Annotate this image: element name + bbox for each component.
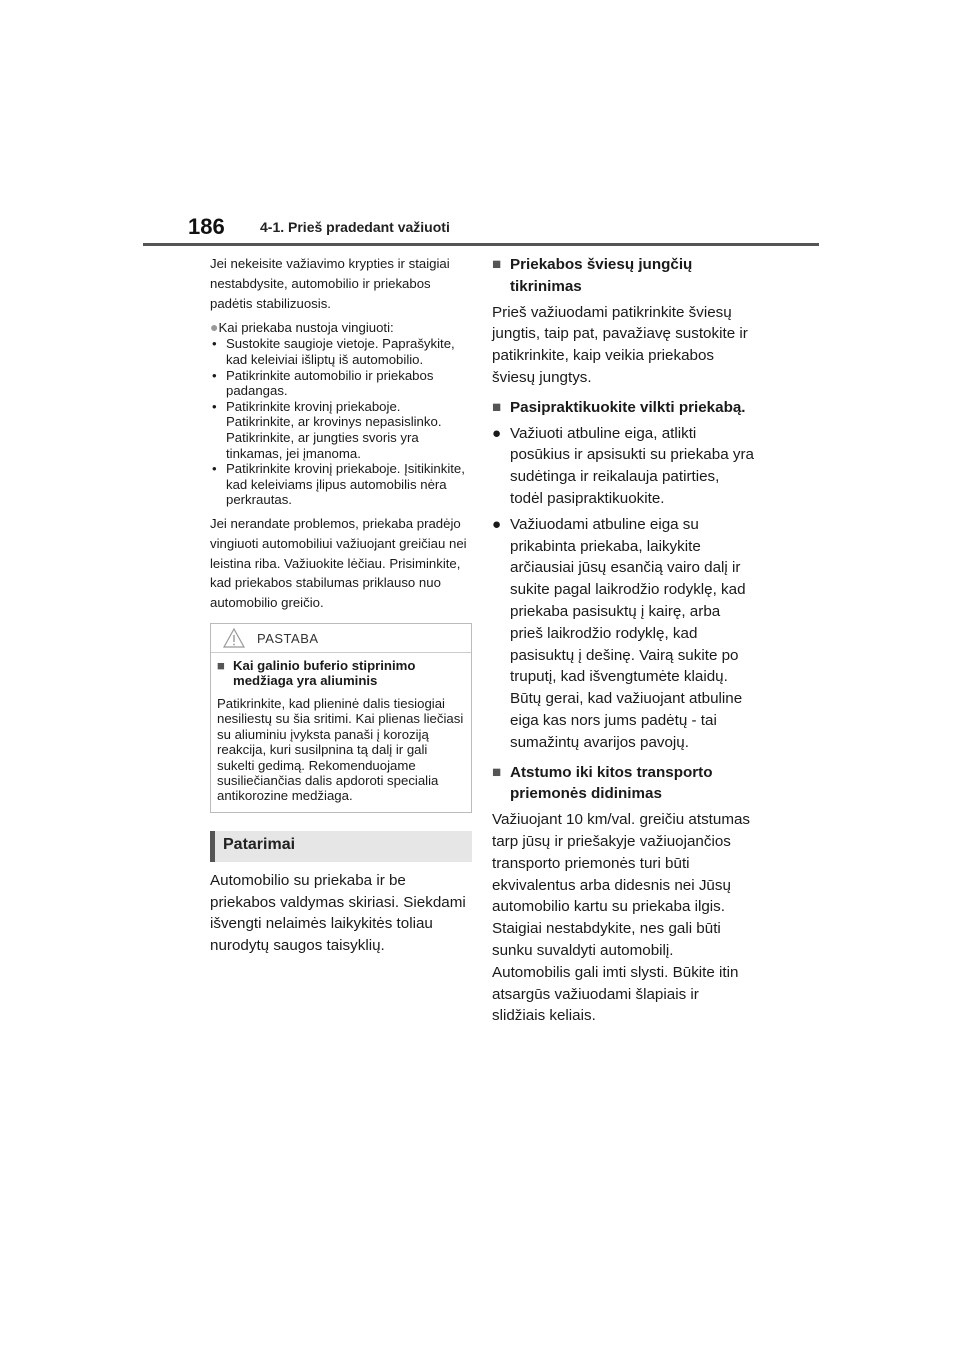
- note-header: [211, 624, 471, 653]
- square-bullet-icon: ■: [492, 763, 502, 781]
- paragraph: Važiuojant 10 km/val. greičiu atstumas tarp jūsų ir priešakyje važiuojančios transporto priemonės turi būti ekvivalentus arba didesnis nei Jūsų automobilio kartu su priekaba ilgis. Staigiai nestabdykite, nes gali būti sunku suvaldyti automobilį. Automobilis gali imti slysti. Būkite itin atsargūs važiuodami šlapiais ir slidžiais keliais.: [492, 811, 751, 1025]
- intro-text: Jei nekeisite važiavimo krypties ir staigiai nestabdysite, automobilio ir priekabos padėtis stabilizuosis.: [210, 256, 450, 311]
- list-item: [492, 423, 754, 510]
- note-text: Patikrinkite, kad plieninė dalis tiesiogiai nesiliestų su šia sritimi. Kai plienas liečiasi su aliuminiu įvyksta panaši į koroziją reakcija, kuri susilpnina tą dalį ir gali sukelti gedimą. Rekomenduojame susiliečiančias dalis apdoroti specialia antikorozine medžiaga.: [217, 695, 464, 804]
- bullet-heading: [210, 319, 472, 336]
- note-box: [210, 623, 472, 813]
- heading-practice: [492, 397, 754, 419]
- warning-triangle-icon: [223, 628, 245, 648]
- left-column: [210, 254, 472, 957]
- list-item: • Sustokite saugioje vietoje. Paprašykite, kad keleiviai išliptų iš automobilio.: [210, 336, 472, 367]
- list-item: • Patikrinkite automobilio ir priekabos padangas.: [210, 368, 472, 399]
- square-bullet-icon: ■: [492, 398, 502, 416]
- note-body: [211, 653, 471, 812]
- tips-text: Automobilio su priekaba ir be priekabos valdymas skiriasi. Siekdami išvengti nelaimės laikykitės toliau nurodytų saugos taisyklių.: [210, 871, 466, 955]
- note-heading-text: Kai galinio buferio stiprinimo medžiaga yra aliuminis: [233, 657, 416, 688]
- page-header: [188, 214, 828, 244]
- bullet-dot-icon: ●: [492, 515, 502, 533]
- list-item-text: Važiuoti atbuline eiga, atlikti posūkius ir apsisukti su priekaba yra sudėtinga ir reikalauja patirties, todėl pasipraktikuokite.: [510, 424, 754, 507]
- heading-text: Atstumo iki kitos transporto priemonės didinimas: [510, 763, 713, 803]
- sub-list: [210, 336, 472, 508]
- bullet-dot-icon: ●: [492, 424, 502, 442]
- tips-box: [210, 831, 472, 862]
- page-number: 186: [188, 214, 225, 239]
- square-bullet-icon: ■: [217, 657, 225, 673]
- heading-distance: [492, 762, 754, 806]
- square-bullet-icon: ■: [492, 256, 502, 273]
- list-item: • Patikrinkite krovinį priekaboje. Patikrinkite, ar krovinys nepasislinko. Patikrinkite, ar jungties svoris yra tinkamas, jei įmanoma.: [210, 399, 472, 461]
- after-text: Jei nerandate problemos, priekaba pradėjo vingiuoti automobiliui važiuojant greičiau nei leistina riba. Važiuokite lėčiau. Prisiminkite, kad priekabos stabilumas priklauso nuo automobilio greičio.: [210, 515, 467, 611]
- bullet-circle-icon: ●: [210, 319, 219, 336]
- heading-text: Priekabos šviesų jungčių tikrinimas: [510, 256, 693, 295]
- right-column: [492, 254, 754, 1027]
- heading-light-connectors: [492, 254, 754, 298]
- list-item: • Patikrinkite krovinį priekaboje. Įsitikinkite, kad keleiviams įlipus automobilis nėra perkrautas.: [210, 461, 472, 508]
- list-item: [492, 514, 754, 754]
- note-label: PASTABA: [257, 630, 319, 646]
- note-heading: [217, 658, 465, 688]
- section-title: 4-1. Prieš pradedant važiuoti: [260, 219, 450, 235]
- tips-label: Patarimai: [223, 835, 296, 853]
- list-item-text: Važiuodami atbuline eiga su prikabinta priekaba, laikykite arčiausiai jūsų esančią vairo dalį ir sukite pagal laikrodžio rodyklę, kad priekaba pasisuktų į kairę, arba prieš laikrodžio rodyklę, kad pasisuktų į dešinę. Vairą sukite po truputį, kad išvengtumėte klaidų. Būtų gerai, kad važiuojant atbuline eiga kas nors jums padėtų - tai sumažintų avarijos pavojų.: [510, 515, 746, 751]
- bullet-heading-text: Kai priekaba nustoja vingiuoti:: [218, 320, 394, 336]
- paragraph: Prieš važiuodami patikrinkite šviesų jungtis, taip pat, pavažiavę sustokite ir patikrinkite, kaip veikia priekabos šviesų jungtys.: [492, 303, 748, 386]
- heading-text: Pasipraktikuokite vilkti priekabą.: [510, 398, 746, 416]
- header-rule: [143, 243, 819, 246]
